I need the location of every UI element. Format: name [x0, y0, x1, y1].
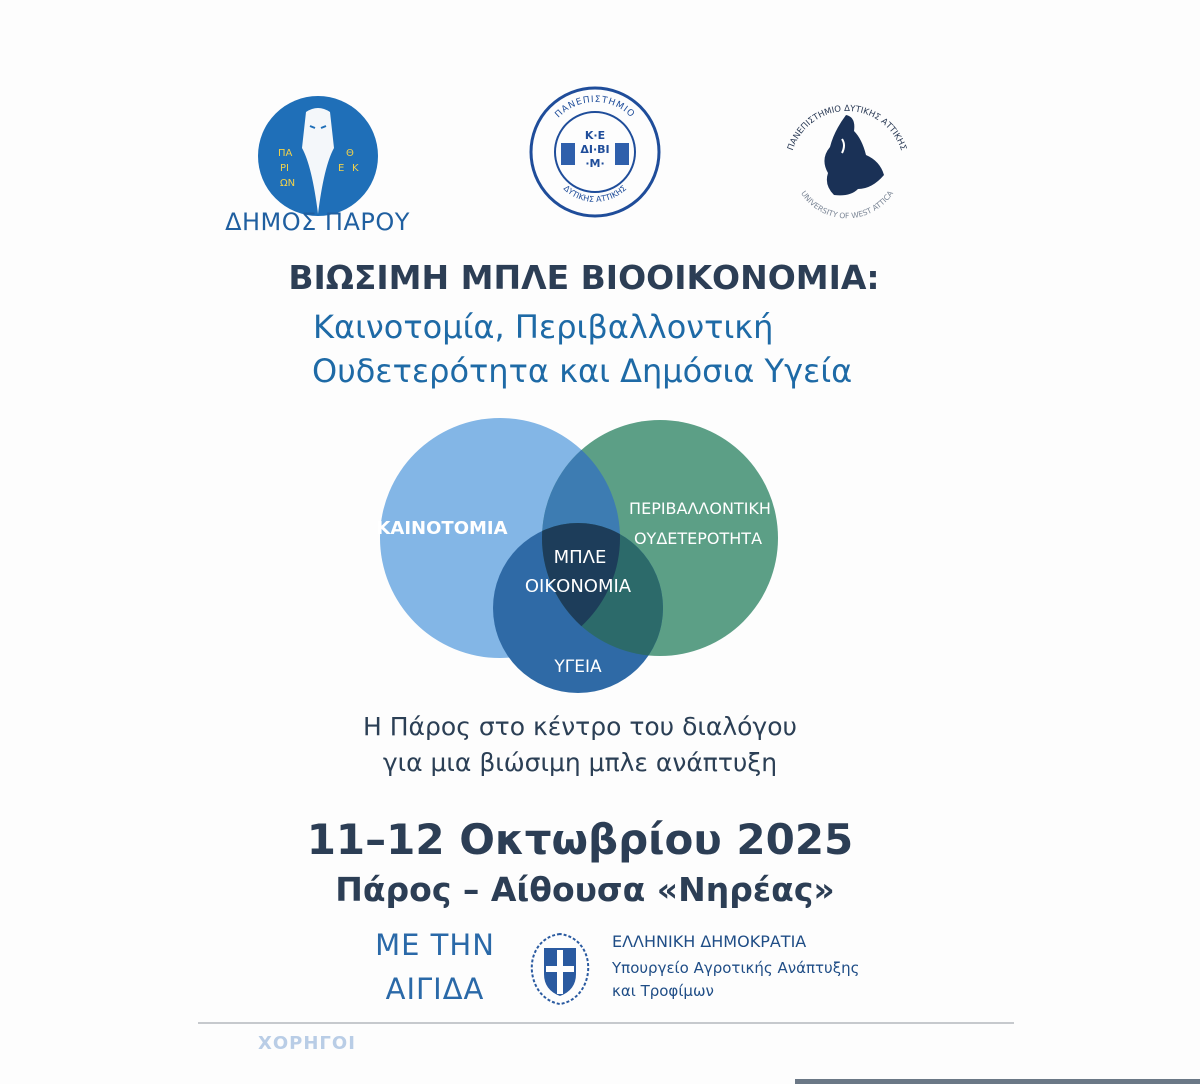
ministry-line-2: Υπουργείο Αγροτικής Ανάπτυξης: [612, 959, 860, 977]
auspices-label-line-1: ΜΕ ΤΗΝ: [375, 928, 495, 962]
venn-label-environment-line1: ΠΕΡΙΒΑΛΛΟΝΤΙΚΗ: [629, 499, 771, 518]
page-title: ΒΙΩΣΙΜΗ ΜΠΛΕ ΒΙΟΟΙΚΟΝΟΜΙΑ:: [288, 258, 880, 297]
ministry-line-3: και Τροφίμων: [612, 982, 714, 1000]
svg-text:ΔΥΤΙΚΗΣ ΑΤΤΙΚΗΣ: [562, 184, 628, 204]
event-place: Πάρος – Αίθουσα «Νηρέας»: [335, 870, 835, 909]
uniwa-ring-top-text: ΠΑΝΕΠΙΣΤΗΜΙΟ ΔΥΤΙΚΗΣ ΑΤΤΙΚΗΣ: [785, 103, 909, 152]
ministry-line-1: ΕΛΛΗΝΙΚΗ ΔΗΜΟΚΡΑΤΙΑ: [612, 932, 807, 951]
kedivim-letters: ΔΙ·ΒΙ: [580, 143, 610, 156]
venn-label-center-line1: ΜΠΛΕ: [553, 547, 607, 568]
sponsors-divider: [198, 1022, 1014, 1024]
kedivim-seal-logo: [528, 85, 662, 219]
event-date: 11–12 Οκτωβρίου 2025: [306, 815, 854, 864]
venn-label-health: ΥΓΕΙΑ: [554, 657, 602, 677]
paros-emblem-letter: ΡΙ: [280, 163, 289, 174]
auspices-label-line-2: ΑΙΓΙΔΑ: [385, 972, 485, 1006]
paros-emblem-letter: ΠΑ: [278, 148, 293, 159]
paros-emblem-letter: Ε: [338, 163, 345, 174]
svg-text:ΠΑΝΕΠΙΣΤΗΜΙΟ: [553, 95, 636, 120]
uniwa-ring-bottom-text: UNIVERSITY OF WEST ATTICA: [799, 189, 895, 221]
venn-label-center-line2: ΟΙΚΟΝΟΜΙΑ: [524, 576, 632, 597]
venn-label-innovation: ΚΑΙΝΟΤΟΜΙΑ: [376, 518, 508, 539]
subtitle-line-2: Ουδετερότητα και Δημόσια Υγεία: [312, 352, 853, 390]
subtitle-line-1: Καινοτομία, Περιβαλλοντική: [313, 308, 774, 346]
paros-emblem-letter: Θ: [346, 148, 354, 159]
university-west-attica-logo: [772, 93, 922, 243]
kedivim-letters: ·Μ·: [585, 157, 605, 170]
paros-municipality-name: ΔΗΜΟΣ ΠΑΡΟΥ: [225, 208, 410, 236]
kedivim-ring-bottom-text: ΔΥΤΙΚΗΣ ΑΤΤΙΚΗΣ: [561, 183, 629, 205]
sponsors-label: ΧΟΡΗΓΟΙ: [258, 1033, 356, 1054]
paros-municipality-logo: [258, 96, 378, 216]
bottom-edge-bar: [795, 1079, 1200, 1084]
venn-label-environment-line2: ΟΥΔΕΤΕΡΟΤΗΤΑ: [633, 529, 763, 548]
paros-emblem-letter: Κ: [352, 163, 359, 174]
tagline-line-2: για μια βιώσιμη μπλε ανάπτυξη: [382, 748, 778, 777]
greek-state-emblem-icon: [520, 928, 600, 1008]
tagline-line-1: Η Πάρος στο κέντρο του διαλόγου: [363, 712, 797, 741]
kedivim-ring-top-text: ΠΑΝΕΠΙΣΤΗΜΙΟ: [553, 94, 637, 121]
paros-emblem-letter: ΩΝ: [280, 178, 296, 189]
kedivim-letters: Κ·Ε: [584, 129, 606, 142]
venn-diagram: [370, 410, 790, 710]
